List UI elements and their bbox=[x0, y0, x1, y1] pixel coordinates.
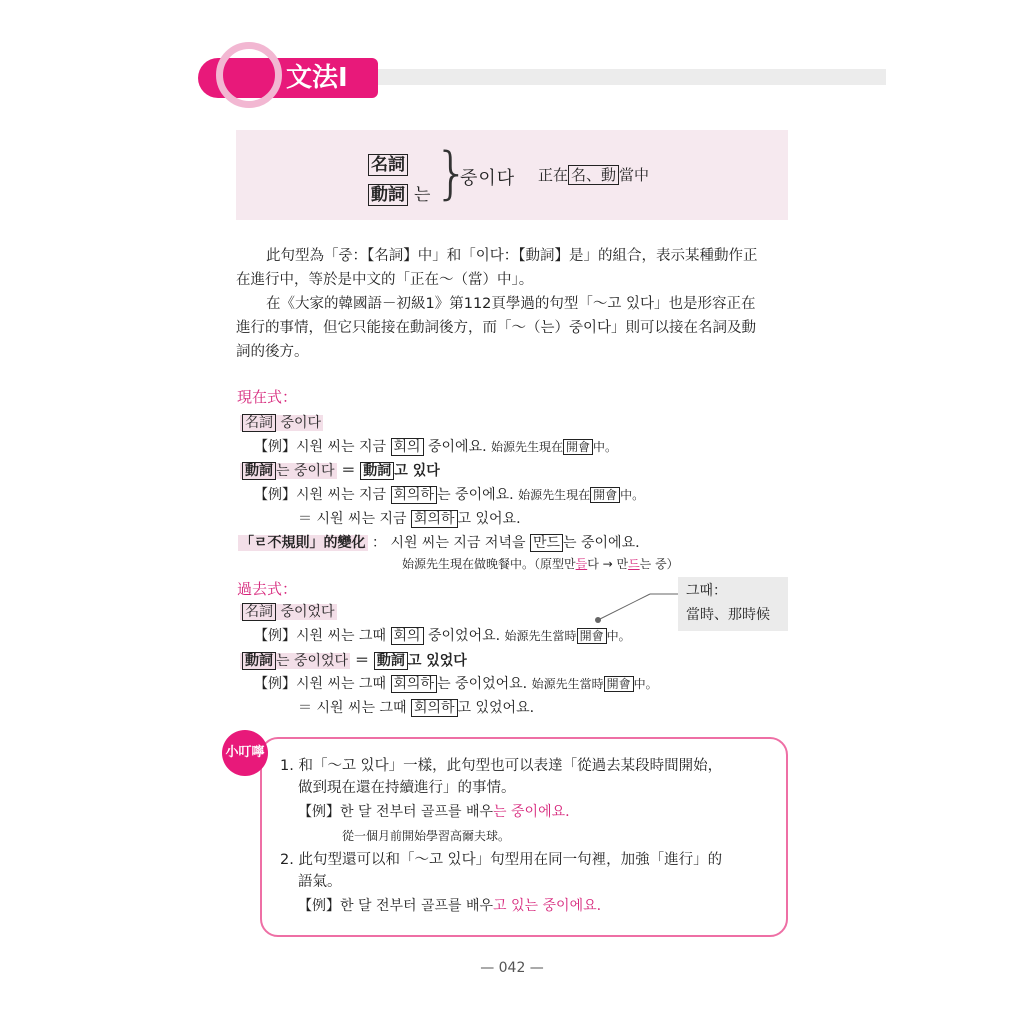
present-pattern2: 動詞 는 중이다 ＝ 動詞 고 있다 bbox=[240, 461, 440, 481]
formula-noun: 名詞 bbox=[368, 150, 408, 175]
past-ex1: 【例】시원 씨는 그때 회의 중이었어요. 始源先生當時 開會 中。 bbox=[254, 628, 631, 644]
irregular-zh: 始源先生現在做晚餐中。（原型만들다 → 만드는 중） bbox=[402, 557, 679, 571]
tip-bubble-icon: 小叮嚀 bbox=[222, 730, 268, 776]
formula-jungida: 중이다 bbox=[460, 168, 516, 189]
header-ring-decoration bbox=[216, 42, 282, 108]
side-note-meaning: 當時、那時候 bbox=[686, 607, 770, 623]
brace-icon: } bbox=[434, 141, 470, 206]
irregular-row: 「ㄹ不規則」的變化 ： 시원 씨는 지금 저녁을 만드 는 중이에요. bbox=[240, 535, 640, 551]
tip-item2-example: 【例】한 달 전부터 골프를 배우고 있는 중이에요. bbox=[298, 898, 602, 914]
tip-item2-line1: 2. 此句型還可以和「～고 있다」句型用在同一句裡，加強「進行」的 bbox=[280, 852, 723, 868]
present-heading: 現在式： bbox=[237, 388, 298, 406]
present-ex2b: ＝ 시원 씨는 지금 회의하 고 있어요. bbox=[298, 511, 521, 527]
side-note bbox=[678, 577, 788, 631]
intro-p2-line1: 在《大家的韓國語－初級1》第112頁學過的句型「～고 있다」也是形容正在 bbox=[266, 296, 756, 312]
present-ex2: 【例】시원 씨는 지금 회의하 는 중이에요. 始源先生現在 開會 中。 bbox=[254, 487, 645, 503]
tip-item1-line1: 1. 和「～고 있다」一樣，此句型也可以表達「從過去某段時間開始， bbox=[280, 758, 723, 774]
tip-item2-line2: 語氣。 bbox=[298, 874, 342, 890]
past-ex2b: ＝ 시원 씨는 그때 회의하 고 있었어요. bbox=[298, 700, 535, 716]
past-ex2: 【例】시원 씨는 그때 회의하 는 중이었어요. 始源先生當時 開會 中。 bbox=[254, 676, 658, 692]
page-number: — 042 — bbox=[480, 960, 544, 976]
intro-p1-line2: 在進行中，等於是中文的「正在～（當）中」。 bbox=[236, 272, 534, 288]
past-heading: 過去式： bbox=[237, 580, 298, 598]
present-ex1: 【例】시원 씨는 지금 회의 중이에요. 始源先生現在 開會 中。 bbox=[254, 439, 618, 455]
past-pattern2: 動詞 는 중이었다 ＝ 動詞 고 있었다 bbox=[240, 651, 467, 671]
formula-meaning: 正在 名、動 當中 bbox=[538, 166, 650, 184]
section-title: 文法Ⅰ bbox=[286, 63, 348, 93]
intro-p1-line1: 此句型為「중：【名詞】中」和「이다：【動詞】是」的組合，表示某種動作正 bbox=[266, 248, 758, 264]
present-pattern1: 名詞 중이다 bbox=[240, 413, 323, 433]
tip-item1-zh: 從一個月前開始學習高爾夫球。 bbox=[342, 829, 511, 843]
side-note-term: 그때： bbox=[686, 583, 728, 599]
tip-item1-example: 【例】한 달 전부터 골프를 배우는 중이에요. bbox=[298, 804, 570, 820]
tip-item1-line2: 做到現在還在持續進行」的事情。 bbox=[298, 780, 516, 796]
formula-neun: 는 bbox=[414, 185, 431, 205]
note-pointer bbox=[590, 590, 686, 626]
intro-p2-line2: 進行的事情，但它只能接在動詞後方，而「～（는）중이다」則可以接在名詞及動 bbox=[236, 320, 757, 336]
past-pattern1: 名詞 중이었다 bbox=[240, 602, 337, 622]
formula-verb: 動詞 bbox=[368, 180, 408, 205]
header-bar bbox=[378, 69, 886, 85]
intro-p2-line3: 詞的後方。 bbox=[236, 344, 309, 360]
